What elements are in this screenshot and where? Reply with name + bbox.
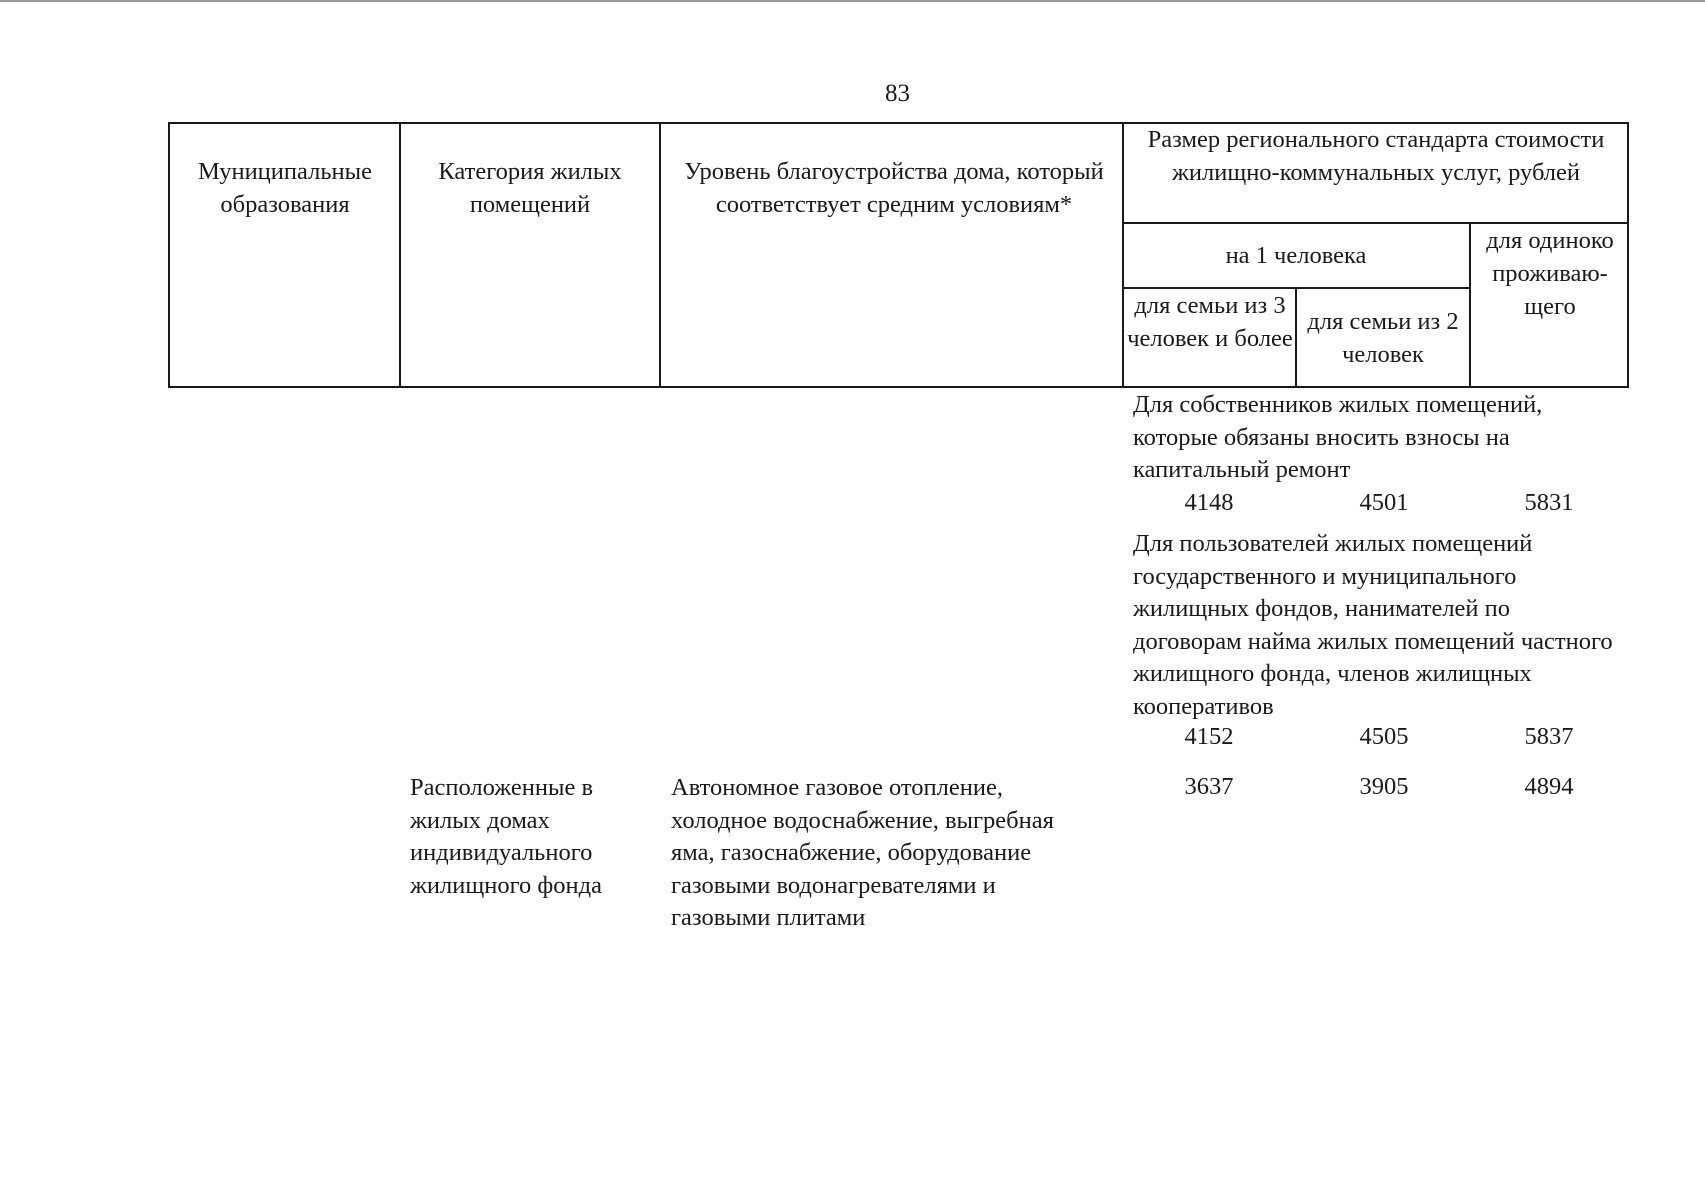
section-value-family2: 4501: [1359, 489, 1409, 516]
section-caption-owners: Для собственников жилых помещений, которые обязаны вносить взносы на капитальный ремонт: [1133, 391, 1543, 483]
header-standard: Размер регионального стандарта стоимости жилищно-коммунальных услуг, рублей: [1147, 126, 1605, 186]
row-level: Автономное газовое отопление, холодное водоснабжение, выгребная яма, газоснабжение, оборудование газовыми водонагревателями и газовыми плитами: [671, 774, 1054, 931]
section-value-family2: 4505: [1359, 723, 1409, 750]
section-caption-tenants: Для пользователей жилых помещений государственного и муниципального жилищных фондов, нанимателей по договорам найма жилых помещений частного жилищного фонда, членов жилищных кооперативов: [1133, 530, 1613, 720]
page-number: 83: [885, 80, 910, 107]
row-value-family2: 3905: [1359, 773, 1409, 800]
header-category: Категория жилых помещений: [438, 158, 622, 218]
header-family-2: для семьи из 2 человек: [1307, 308, 1459, 368]
header-municipal: Муниципальные образования: [198, 158, 372, 218]
section-value-family3: 4152: [1184, 723, 1234, 750]
header-family-3: для семьи из 3 человек и более: [1127, 292, 1293, 352]
scan-top-edge: [0, 0, 1705, 2]
row-category: Расположенные в жилых домах индивидуального жилищного фонда: [410, 774, 602, 899]
row-value-family3: 3637: [1184, 773, 1234, 800]
header-per-person: на 1 человека: [1225, 242, 1367, 269]
header-level: Уровень благоустройства дома, который соответствует средним условиям*: [684, 158, 1104, 218]
section-value-single: 5837: [1524, 723, 1574, 750]
header-single: для одиноко проживаю-щего: [1486, 227, 1614, 320]
row-value-single: 4894: [1524, 773, 1574, 800]
section-value-family3: 4148: [1184, 489, 1234, 516]
section-value-single: 5831: [1524, 489, 1574, 516]
